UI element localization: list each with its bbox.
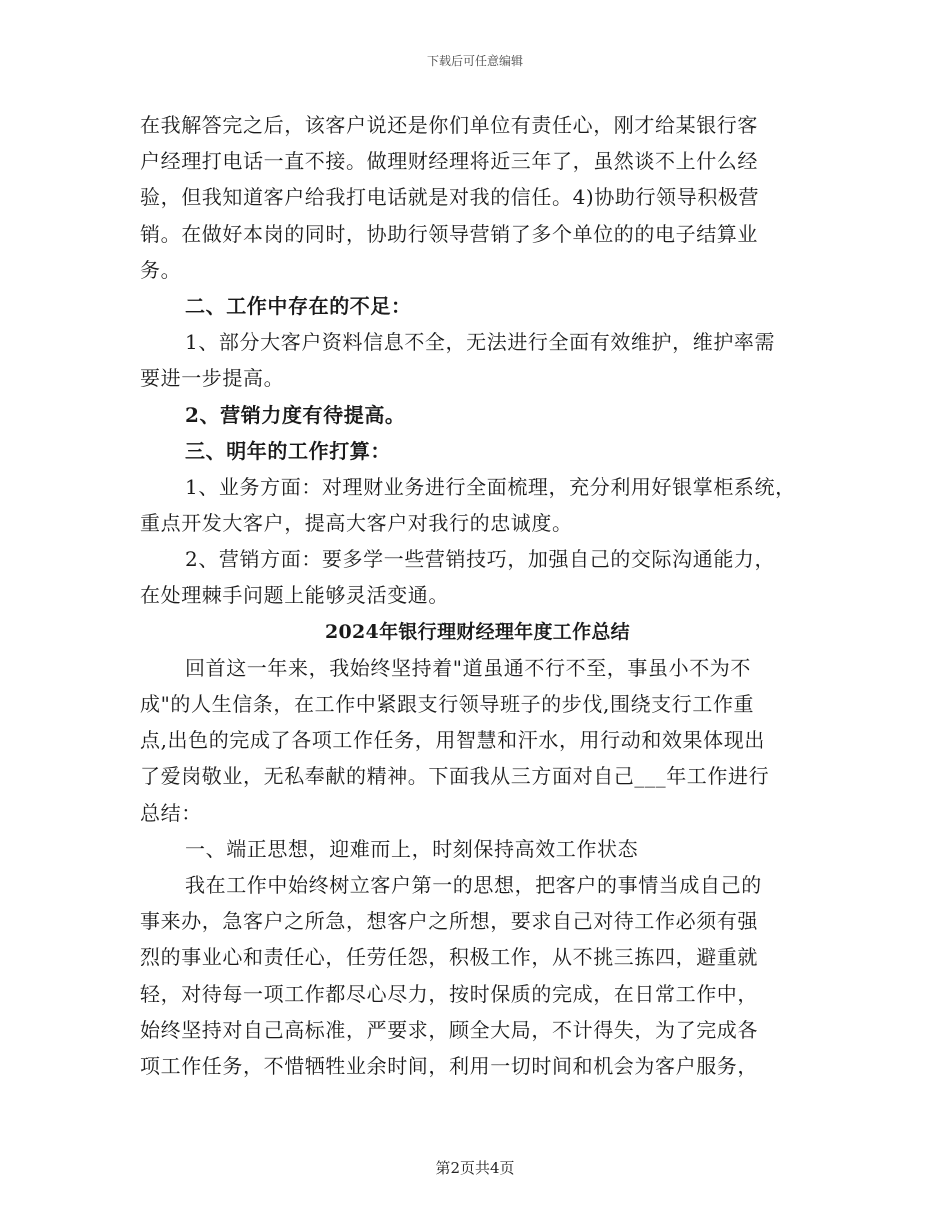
section-heading: 二、工作中存在的不足： (185, 293, 412, 318)
page-header: 下载后可任意编辑 (426, 54, 523, 68)
text-line: 回首这一年来，我始终坚持着"道虽通不行不至，事虽小不为不 (185, 655, 751, 680)
text-line: 一、端正思想，迎难而上，时刻保持高效工作状态 (185, 836, 639, 861)
text-line: 1、部分大客户资料信息不全，无法进行全面有效维护，维护率需 (185, 330, 776, 355)
text-line: 务。 (140, 257, 182, 282)
text-line: 烈的事业心和责任心，任劳任怨，积极工作，从不挑三拣四，避重就 (140, 945, 758, 970)
text-line: 在处理棘手问题上能够灵活变通。 (140, 583, 449, 608)
text-line: 轻，对待每一项工作都尽心尽力，按时保质的完成，在日常工作中， (140, 981, 758, 1006)
text-line: 重点开发大客户，提高大客户对我行的忠诚度。 (140, 511, 573, 536)
text-line: 2、营销方面：要多学一些营销技巧，加强自己的交际沟通能力， (185, 547, 776, 572)
text-line: 总结： (140, 800, 202, 825)
text-line: 事来办，急客户之所急，想客户之所想，要求自己对待工作必须有强 (140, 909, 758, 934)
text-line: 始终坚持对自己高标准，严要求，顾全大局，不计得失，为了完成各 (140, 1017, 758, 1042)
text-line: 成"的人生信条，在工作中紧跟支行领导班子的步伐,围绕支行工作重 (140, 692, 755, 716)
text-line: 要进一步提高。 (140, 366, 285, 391)
text-line: 销。在做好本岗的同时，协助行领导营销了多个单位的的电子结算业 (140, 221, 758, 246)
document-body (140, 112, 815, 1089)
text-line: 我在工作中始终树立客户第一的思想，把客户的事情当成自己的 (185, 872, 762, 897)
section-heading: 三、明年的工作打算： (185, 438, 391, 463)
text-line: 在我解答完之后，该客户说还是你们单位有责任心，刚才给某银行客 (140, 113, 758, 137)
text-line: 验，但我知道客户给我打电话就是对我的信任。4)协助行领导积极营 (140, 185, 760, 210)
page-footer: 第2页共4页 (435, 1159, 515, 1177)
document-title: 2024年银行理财经理年度工作总结 (325, 620, 630, 643)
section-heading: 2、营销力度有待提高。 (185, 402, 406, 427)
text-line: 1、业务方面：对理财业务进行全面梳理，充分利用好银掌柜系统， (185, 474, 796, 499)
text-line: 了爱岗敬业，无私奉献的精神。下面我从三方面对自己___年工作进行 (140, 764, 770, 789)
text-line: 项工作任务，不惜牺牲业余时间，利用一切时间和机会为客户服务， (140, 1053, 758, 1078)
text-line: 户经理打电话一直不接。做理财经理将近三年了，虽然谈不上什么经 (140, 149, 758, 174)
text-line: 点,出色的完成了各项工作任务，用智慧和汗水，用行动和效果体现出 (140, 728, 765, 753)
